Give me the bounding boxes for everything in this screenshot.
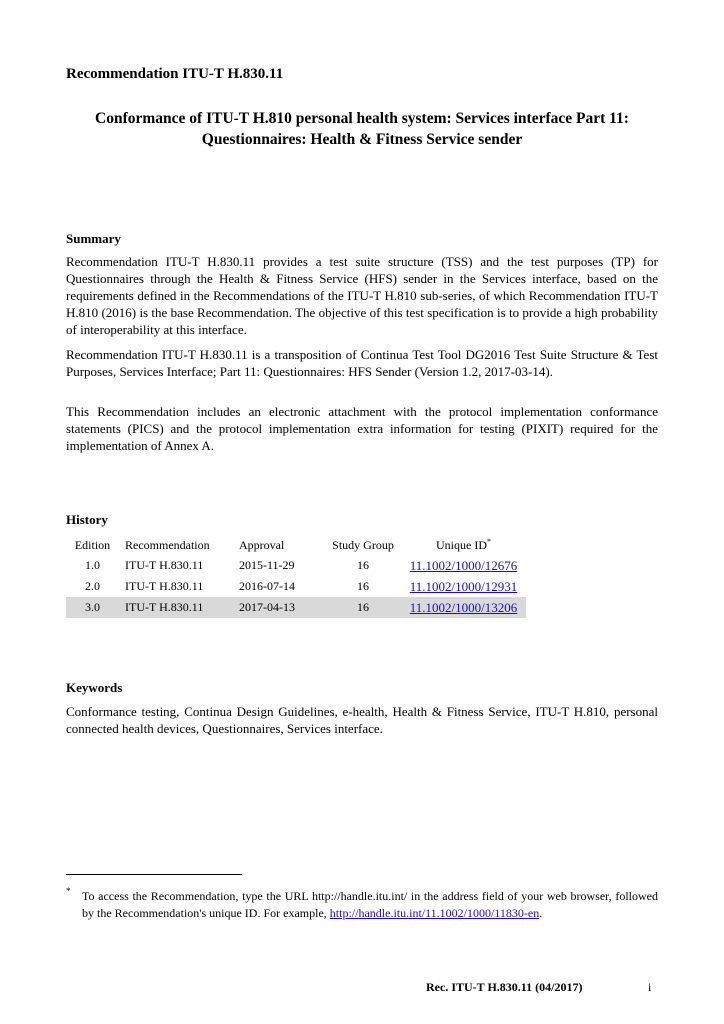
recommendation-cell: ITU-T H.830.11 xyxy=(125,558,204,572)
col-approval: Approval xyxy=(239,537,285,552)
study-group-cell: 16 xyxy=(357,558,369,572)
history-header-row xyxy=(66,535,526,555)
unique-id-link[interactable]: 11.1002/1000/13206 xyxy=(409,599,518,615)
unique-id-link[interactable]: 11.1002/1000/12676 xyxy=(409,557,518,573)
approval-cell: 2015-11-29 xyxy=(239,558,295,572)
table-row xyxy=(66,576,526,597)
unique-id-cell xyxy=(401,597,526,618)
footnote-text xyxy=(82,888,658,922)
approval-cell: 2017-04-13 xyxy=(233,597,325,618)
unique-id-cell xyxy=(401,555,526,576)
footnote-divider xyxy=(66,874,242,875)
recommendation-number: Recommendation ITU-T H.830.11 xyxy=(66,66,284,82)
footnote-text-after: . xyxy=(539,906,543,920)
keywords-text: Conformance testing, Continua Design Guidelines, e-health, Health & Fitness Service, ITU-T H.810, personal connected health devices, Questionnaires, Services interface. xyxy=(66,704,658,736)
keywords-heading: Keywords xyxy=(66,680,123,695)
col-study-group: Study Group xyxy=(332,537,394,552)
summary-paragraph-3: This Recommendation includes an electronic attachment with the protocol implementation conformance statements (PICS) and the protocol implementation extra information for testing (PIXIT) required for the implementation of Annex A. xyxy=(66,404,658,453)
approval-cell: 2016-07-14 xyxy=(239,579,295,593)
unique-id-link[interactable]: 11.1002/1000/12931 xyxy=(409,578,518,594)
edition-cell: 3.0 xyxy=(66,597,119,618)
page-number: i xyxy=(648,980,652,994)
document-title: Conformance of ITU-T H.810 personal health system: Services interface Part 11: Questionnaires: Health & Fitness Service sender xyxy=(95,110,629,148)
footnote-example-link[interactable]: http://handle.itu.int/11.1002/1000/11830-en xyxy=(329,906,540,920)
history-heading: History xyxy=(66,512,108,527)
study-group-cell: 16 xyxy=(357,579,369,593)
footnote-ref-mark: * xyxy=(487,537,491,546)
col-recommendation: Recommendation xyxy=(125,537,210,552)
footnote-text-before: To access the Recommendation, type the URL http://handle.itu.int/ in the address field of your web browser, followed by the Recommendation's unique ID. For example, xyxy=(82,889,658,920)
table-row xyxy=(66,555,526,576)
summary-paragraph-1: Recommendation ITU-T H.830.11 provides a test suite structure (TSS) and the test purposes (TP) for Questionnaires through the Health & Fitness Service (HFS) sender in the Services interface, based on the requirements defined in the Recommendations of the ITU-T H.810 sub-series, of which Recommendation ITU-T H.810 (2016) is the base Recommendation. The objective of this test specification is to provide a high probability of interoperability at this interface. xyxy=(66,254,658,337)
table-row xyxy=(66,597,526,618)
history-table xyxy=(66,535,526,618)
edition-cell: 2.0 xyxy=(85,579,100,593)
col-edition: Edition xyxy=(74,537,111,552)
footnote-mark: * xyxy=(66,886,71,896)
study-group-cell: 16 xyxy=(325,597,401,618)
footer-reference: Rec. ITU-T H.830.11 (04/2017) xyxy=(426,980,583,994)
summary-heading: Summary xyxy=(66,231,121,246)
summary-paragraph-2: Recommendation ITU-T H.830.11 is a transposition of Continua Test Tool DG2016 Test Suite Structure & Test Purposes, Services Interface; Part 11: Questionnaires: HFS Sender (Version 1.2, 2017-03-14). xyxy=(66,347,658,379)
col-unique-id-label: Unique ID xyxy=(436,538,487,552)
recommendation-cell: ITU-T H.830.11 xyxy=(125,579,204,593)
recommendation-cell: ITU-T H.830.11 xyxy=(119,597,233,618)
unique-id-cell xyxy=(401,576,526,597)
col-unique-id xyxy=(401,535,526,555)
edition-cell: 1.0 xyxy=(85,558,100,572)
